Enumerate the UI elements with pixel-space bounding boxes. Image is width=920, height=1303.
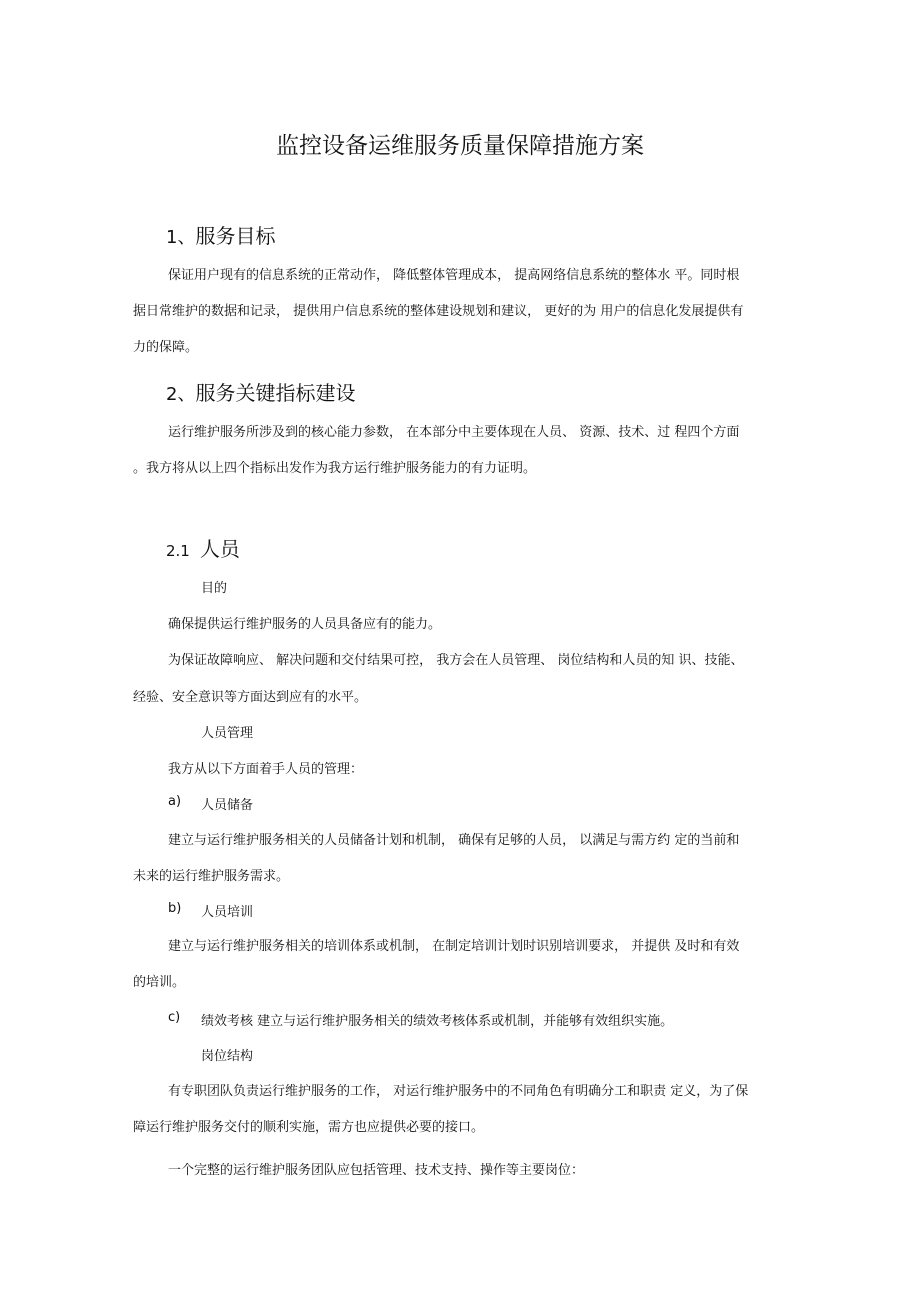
- subheading-goal: 目的: [201, 581, 228, 596]
- list-marker-c: c): [168, 1010, 181, 1025]
- list-marker-b: b): [168, 901, 182, 916]
- section-1-heading: [166, 220, 275, 249]
- section-1-title: 服务目标: [195, 224, 276, 248]
- section-2-title: 服务关键指标建设: [195, 381, 356, 405]
- paragraph-line: 。我方将从以上四个指标出发作为我方运行维护服务能力的有力证明。: [133, 461, 537, 476]
- list-item-c-text: 绩效考核 建立与运行维护服务相关的绩效考核体系或机制，并能够有效组织实施。: [201, 1014, 674, 1029]
- paragraph-line: 建立与运行维护服务相关的人员储备计划和机制， 确保有足够的人员， 以满足与需方约 定的当前和: [168, 833, 740, 848]
- paragraph-line: 据日常维护的数据和记录， 提供用户信息系统的整体建设规划和建议， 更好的为 用户的信息化发展提供有: [133, 304, 744, 319]
- subheading-position-structure: 岗位结构: [201, 1049, 254, 1064]
- section-2-1-number: 2.1: [166, 542, 190, 560]
- paragraph-line: 力的保障。: [133, 340, 199, 355]
- paragraph-line: 保证用户现有的信息系统的正常动作， 降低整体管理成本， 提高网络信息系统的整体水 平。同时根: [168, 268, 740, 283]
- section-2-number: 2、: [166, 384, 196, 405]
- section-2-1-title: 人员: [199, 537, 240, 561]
- paragraph-line: 确保提供运行维护服务的人员具备应有的能力。: [168, 617, 442, 632]
- paragraph-line: 有专职团队负责运行维护服务的工作， 对运行维护服务中的不同角色有明确分工和职责 定义，为了保: [168, 1084, 749, 1099]
- paragraph-line: 我方从以下方面着手人员的管理：: [168, 762, 364, 777]
- paragraph-line: 为保证故障响应、 解决问题和交付结果可控， 我方会在人员管理、 岗位结构和人员的知 识、技能、: [168, 653, 744, 668]
- paragraph-line: 障运行维护服务交付的顺利实施，需方也应提供必要的接口。: [133, 1120, 485, 1135]
- paragraph-line: 运行维护服务所涉及到的核心能力参数， 在本部分中主要体现在人员、 资源、技术、过 程四个方面: [168, 425, 740, 440]
- section-2-heading: [166, 377, 355, 406]
- list-item-b-title: 人员培训: [201, 905, 254, 920]
- section-1-number: 1、: [166, 227, 196, 248]
- list-marker-a: a): [168, 794, 182, 809]
- subheading-personnel-management: 人员管理: [201, 726, 254, 741]
- section-2-1-heading: [166, 533, 240, 562]
- paragraph-line: 的培训。: [133, 975, 186, 990]
- paragraph-line: 一个完整的运行维护服务团队应包括管理、技术支持、操作等主要岗位：: [168, 1163, 585, 1178]
- paragraph-line: 经验、安全意识等方面达到应有的水平。: [133, 690, 368, 705]
- paragraph-line: 建立与运行维护服务相关的培训体系或机制， 在制定培训计划时识别培训要求， 并提供 及时和有效: [168, 939, 740, 954]
- list-item-a-title: 人员储备: [201, 798, 254, 813]
- document-title: 监控设备运维服务质量保障措施方案: [276, 133, 644, 159]
- paragraph-line: 未来的运行维护服务需求。: [133, 869, 290, 884]
